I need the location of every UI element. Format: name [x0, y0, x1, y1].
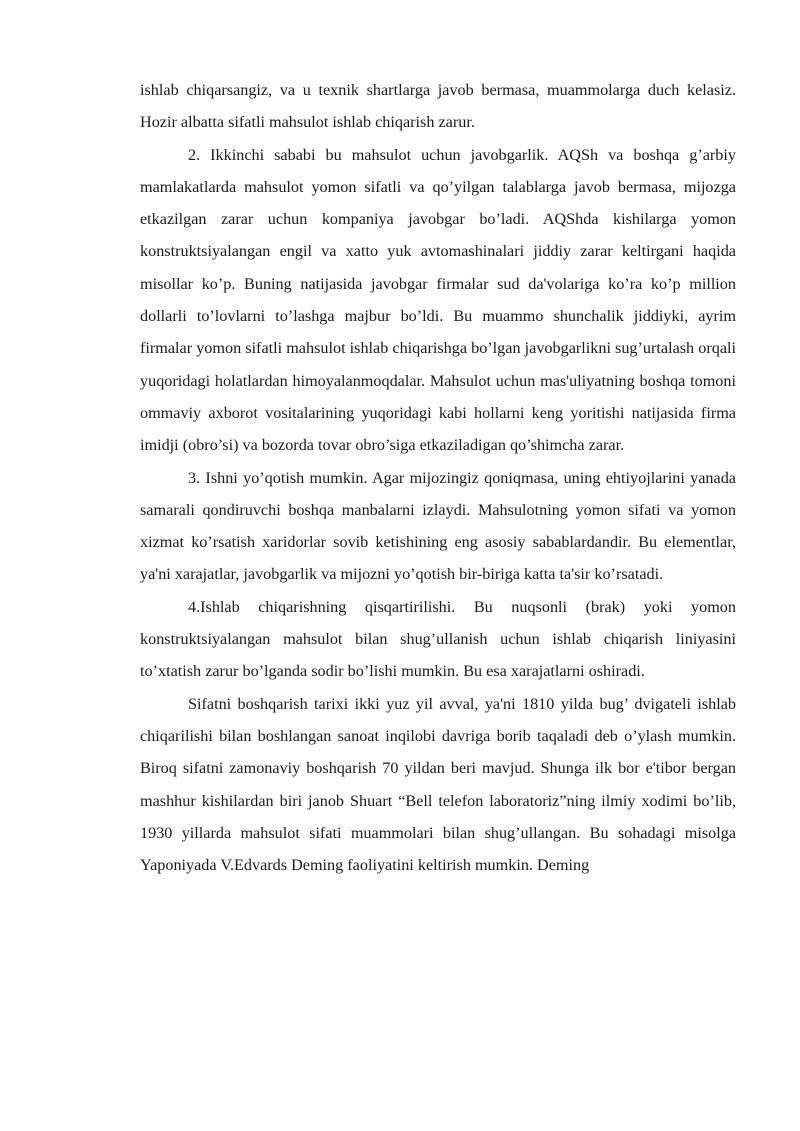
paragraph-reason-2: 2. Ikkinchi sababi bu mahsulot uchun javobgarlik. AQSh va boshqa g’arbiy mamlakatlarda mahsulot yomon sifatli va qo’yilgan talablarga javob bermasa, mijozga etkazilgan zarar uchun kompaniya javobgar bo’ladi. AQShda kishilarga yomon konstruktsiyalangan engil va xatto yuk avtomashinalari jiddiy zarar keltirgani haqida misollar ko’p. Buning natijasida javobgar firmalar sud da'volariga ko’ra ko’p million dollarli to’lovlarni to’lashga majbur bo’ldi. Bu muammo shunchalik jiddiyki, ayrim firmalar yomon sifatli mahsulot ishlab chiqarishga bo’lgan javobgarlikni sug’urtalash orqali yuqoridagi holatlardan himoyalanmoqdalar. Mahsulot uchun mas'uliyatning boshqa tomoni ommaviy axborot vositalarining yuqoridagi kabi hollarni keng yoritishi natijasida firma imidji (obro’si) va bozorda tovar obro’siga etkaziladigan qo’shimcha zarar.: [140, 145, 736, 455]
paragraph-reason-4: 4.Ishlab chiqarishning qisqartirilishi. Bu nuqsonli (brak) yoki yomon konstruktsiyalangan mahsulot bilan shug’ullanish uchun ishlab chiqarish liniyasini to’xtatish zarur bo’lganda sodir bo’lishi mumkin. Bu esa xarajatlarni oshiradi.: [140, 597, 736, 681]
document-page: [140, 74, 736, 881]
paragraph-continuation: ishlab chiqarsangiz, va u texnik shartlarga javob bermasa, muammolarga duch kelasiz. Hozir albatta sifatli mahsulot ishlab chiqarish zarur.: [140, 81, 736, 132]
paragraph-quality-history: Sifatni boshqarish tarixi ikki yuz yil avval, ya'ni 1810 yilda bug’ dvigateli ishlab chiqarilishi bilan boshlangan sanoat inqilobi davriga borib taqaladi deb o’ylash mumkin. Biroq sifatni zamonaviy boshqarish 70 yildan beri mavjud. Shunga ilk bor e'tibor bergan mashhur kishilardan biri janob Shuart “Bell telefon laboratoriz”ning ilmiy xodimi bo’lib, 1930 yillarda mahsulot sifati muammolari bilan shug’ullangan. Bu sohadagi misolga Yaponiyada V.Edvards Deming faoliyatini keltirish mumkin. Deming: [140, 694, 736, 875]
paragraph-reason-3: 3. Ishni yo’qotish mumkin. Agar mijozingiz qoniqmasa, uning ehtiyojlarini yanada samarali qondiruvchi boshqa manbalarni izlaydi. Mahsulotning yomon sifati va yomon xizmat ko’rsatish xaridorlar sovib ketishining eng asosiy sabablardandir. Bu elementlar, ya'ni xarajatlar, javobgarlik va mijozni yo’qotish bir-biriga katta ta'sir ko’rsatadi.: [140, 468, 736, 584]
